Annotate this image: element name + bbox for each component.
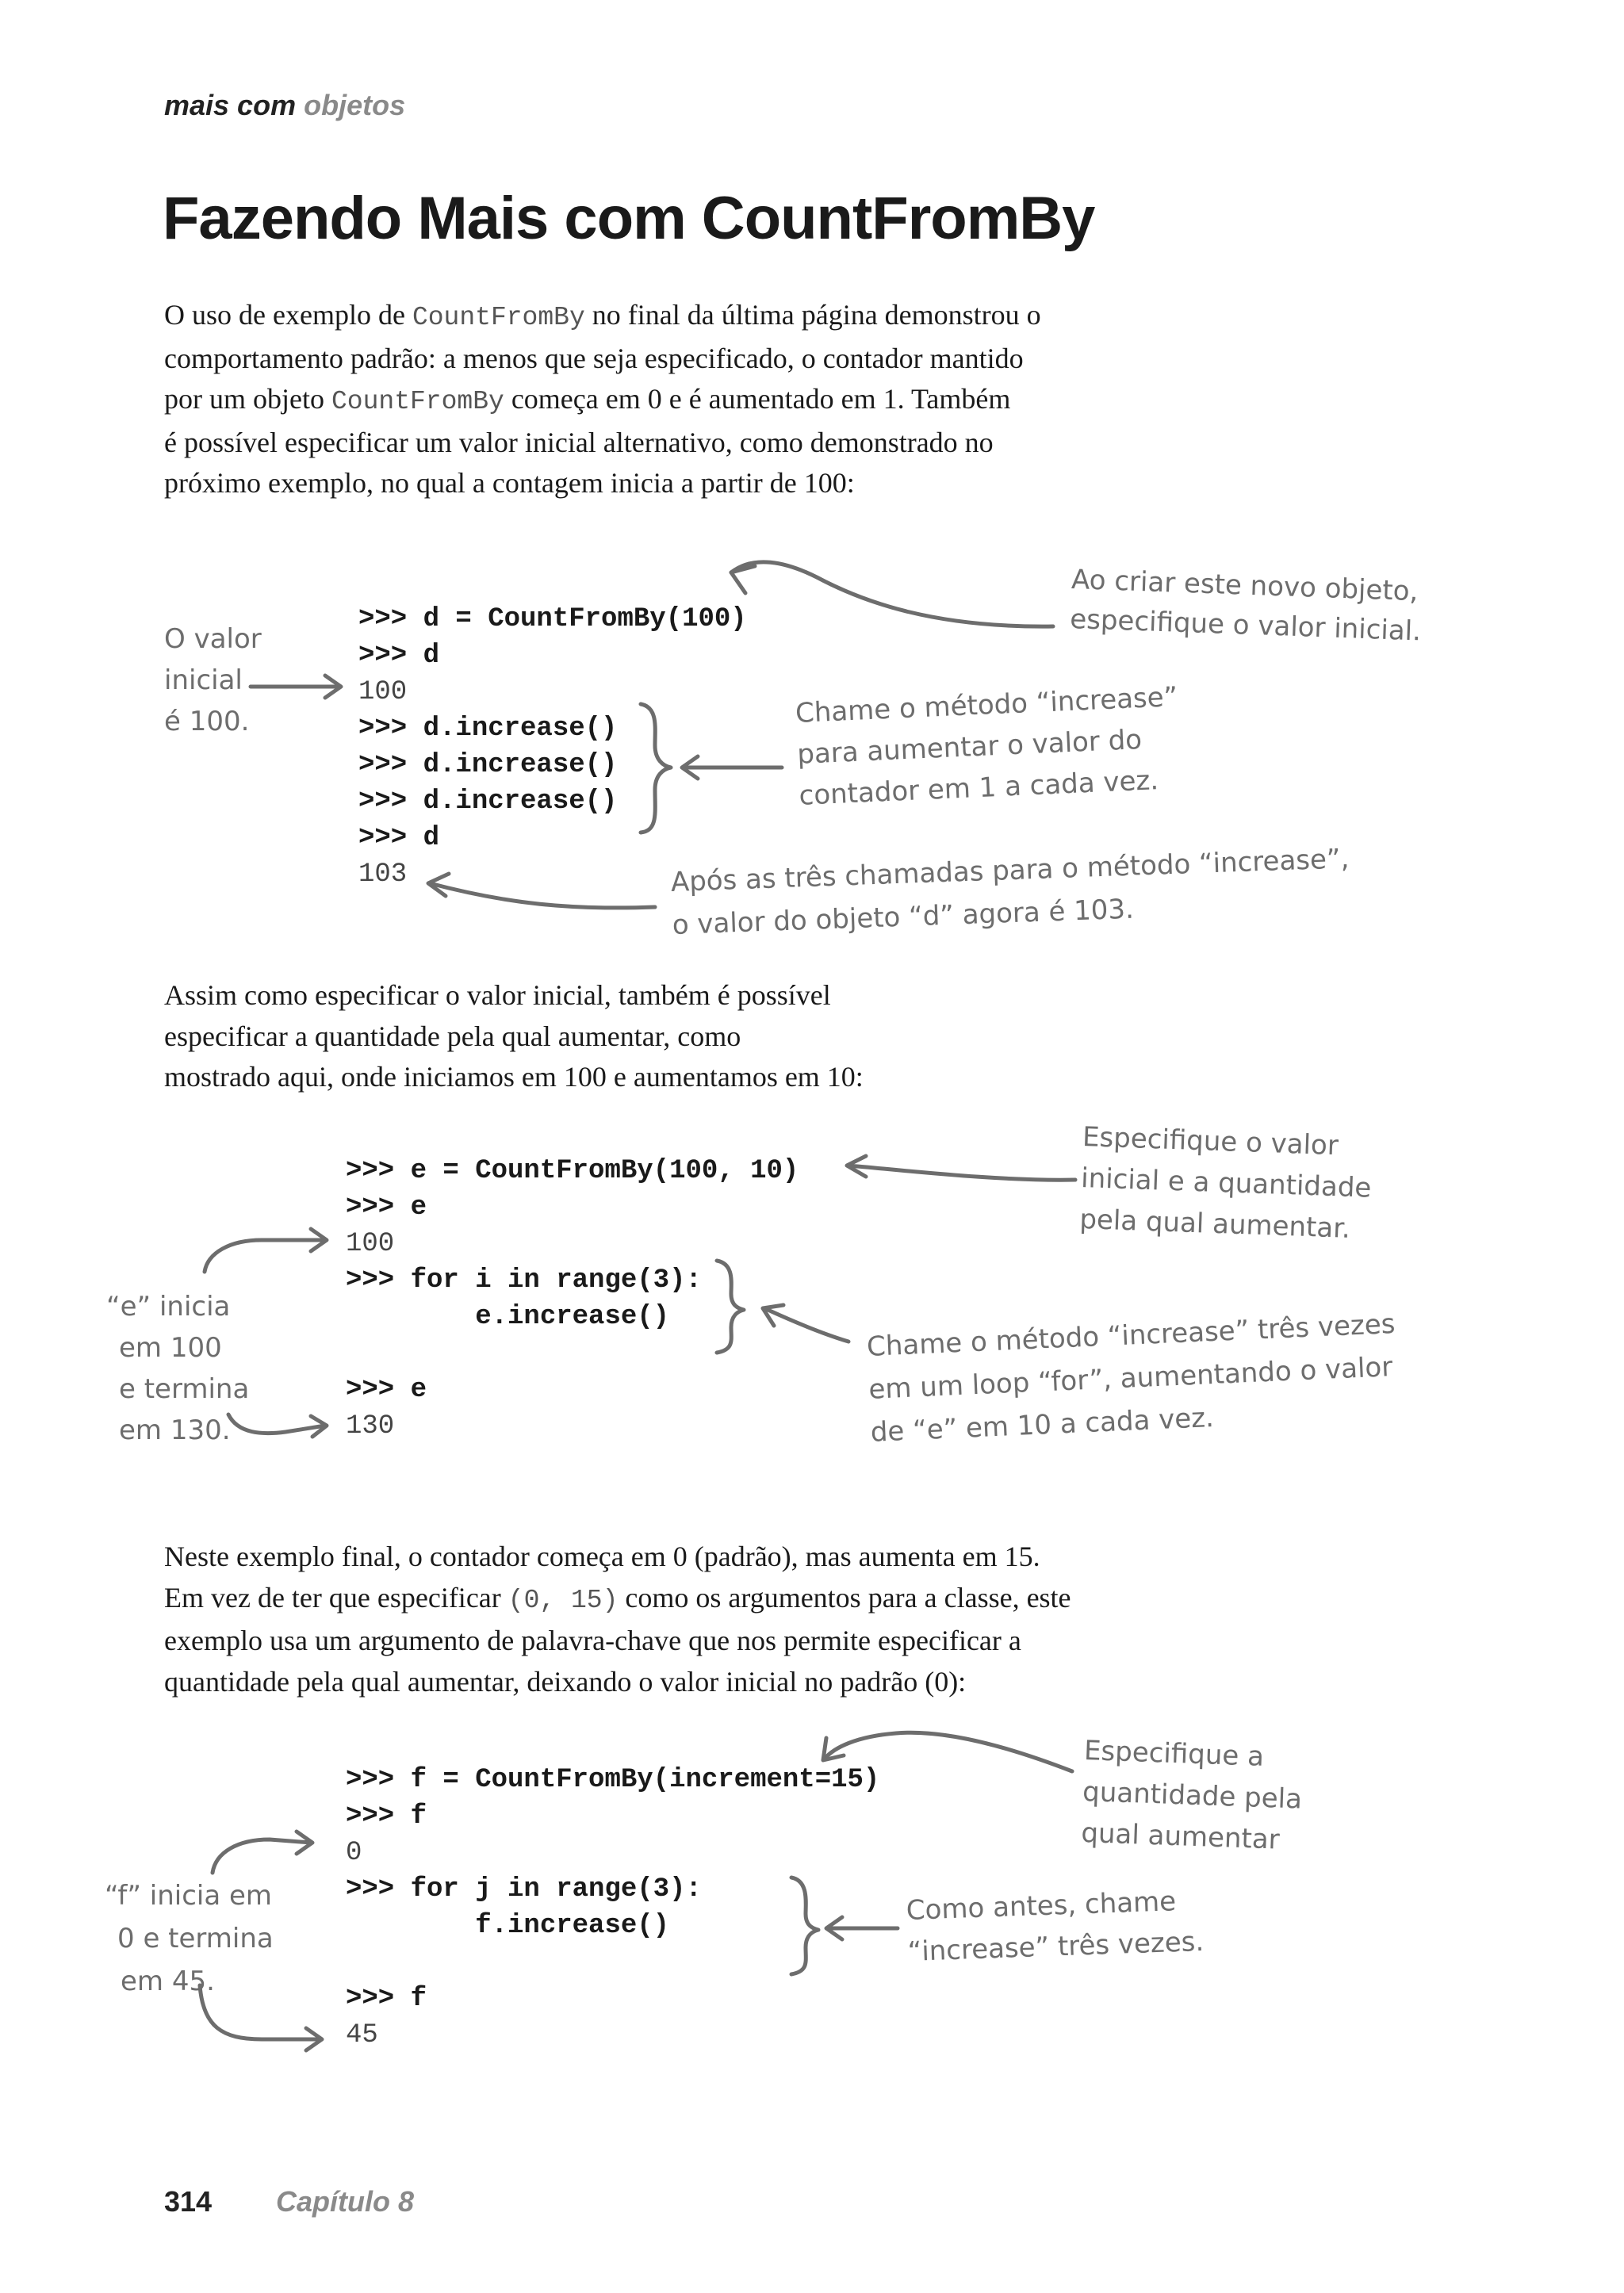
- paragraph-2: Assim como especificar o valor inicial, também é possível especificar a quantidade pela qual aumentar, como mostrado aqui, onde iniciamos em 100 e aumentamos em 10:: [164, 979, 864, 1093]
- running-head: [164, 89, 405, 122]
- note-as-before: Como antes, chame “increase” três vezes.: [906, 1885, 1205, 1968]
- note-increase-method: Chame o método “increase” para aumentar o valor do contador em 1 a cada vez.: [795, 680, 1179, 812]
- arrowhead: [847, 1156, 866, 1177]
- note-create-object: Ao criar este novo objeto, especifique o valor inicial.: [1069, 563, 1422, 648]
- arrowhead: [297, 1832, 312, 1854]
- arrowhead: [306, 2028, 322, 2050]
- arrowhead: [311, 1416, 327, 1437]
- code-example-1: >>> d = CountFromBy(100) >>> d 100 >>> d.increase() >>> d.increase() >>> d.increase() >>> d 103: [358, 604, 747, 890]
- code-example-3: >>> f = CountFromBy(increment=15) >>> f 0 >>> for j in range(3): f.increase() >>> f 45: [346, 1765, 880, 2050]
- note-initial-value: O valor inicial é 100.: [164, 623, 262, 737]
- note-f-range: “f” inicia em 0 e termina em 45.: [105, 1880, 274, 1997]
- arrowhead: [731, 566, 755, 593]
- chapter-label: Capítulo 8: [276, 2185, 415, 2218]
- arrowhead: [823, 1738, 844, 1760]
- inline-code: CountFromBy: [412, 303, 585, 332]
- running-head-main: mais com: [164, 89, 297, 121]
- running-head-sub: objetos: [304, 89, 406, 121]
- note-specify-increment: Especifique a quantidade pela qual aumentar: [1080, 1734, 1303, 1856]
- page-number: 314: [164, 2185, 213, 2218]
- arrowhead: [311, 1229, 327, 1251]
- inline-code: CountFromBy: [331, 387, 504, 416]
- intro-paragraph: O uso de exemplo de CountFromBy no final da última página demonstrou o comportamento padrão: a menos que seja especificado, o contador mantido por um objeto CountFromBy começa em 0 e é aumentado em 1. Também é possível especificar um valor inicial alternativo, como demonstrado no próximo exemplo, no qual a contagem inicia a partir de 100:: [164, 299, 1041, 499]
- inline-code: (0, 15): [508, 1585, 619, 1615]
- note-after-calls: Após as três chamadas para o método “increase”, o valor do objeto “d” agora é 103.: [670, 843, 1350, 941]
- arrow-specify-value-increment: [848, 1166, 1075, 1180]
- arrow-create-object: [731, 562, 1053, 626]
- paragraph-3: Neste exemplo final, o contador começa em 0 (padrão), mas aumenta em 15. Em vez de ter que especificar (0, 15) como os argumentos para a classe, este exemplo usa um argumento de palavra-chave que nos permite especificar a quantidade pela qual aumentar, deixando o valor inicial no padrão (0):: [164, 1541, 1071, 1698]
- page-title: Fazendo Mais com CountFromBy: [163, 185, 1095, 252]
- arrow-e-start: [205, 1240, 325, 1272]
- note-e-range: “e” inicia em 100 e termina em 130.: [106, 1291, 250, 1446]
- note-for-loop: Chame o método “increase” três vezes em um loop “for”, aumentando o valor de “e” em 10 a cada vez.: [866, 1307, 1396, 1449]
- note-specify-value-increment: Especifique o valor inicial e a quantidade pela qual aumentar.: [1078, 1120, 1373, 1245]
- arrowhead: [325, 676, 341, 698]
- arrow-f-start: [213, 1839, 311, 1873]
- code-example-2: >>> e = CountFromBy(100, 10) >>> e 100 >>> for i in range(3): e.increase() >>> e 130: [346, 1156, 799, 1441]
